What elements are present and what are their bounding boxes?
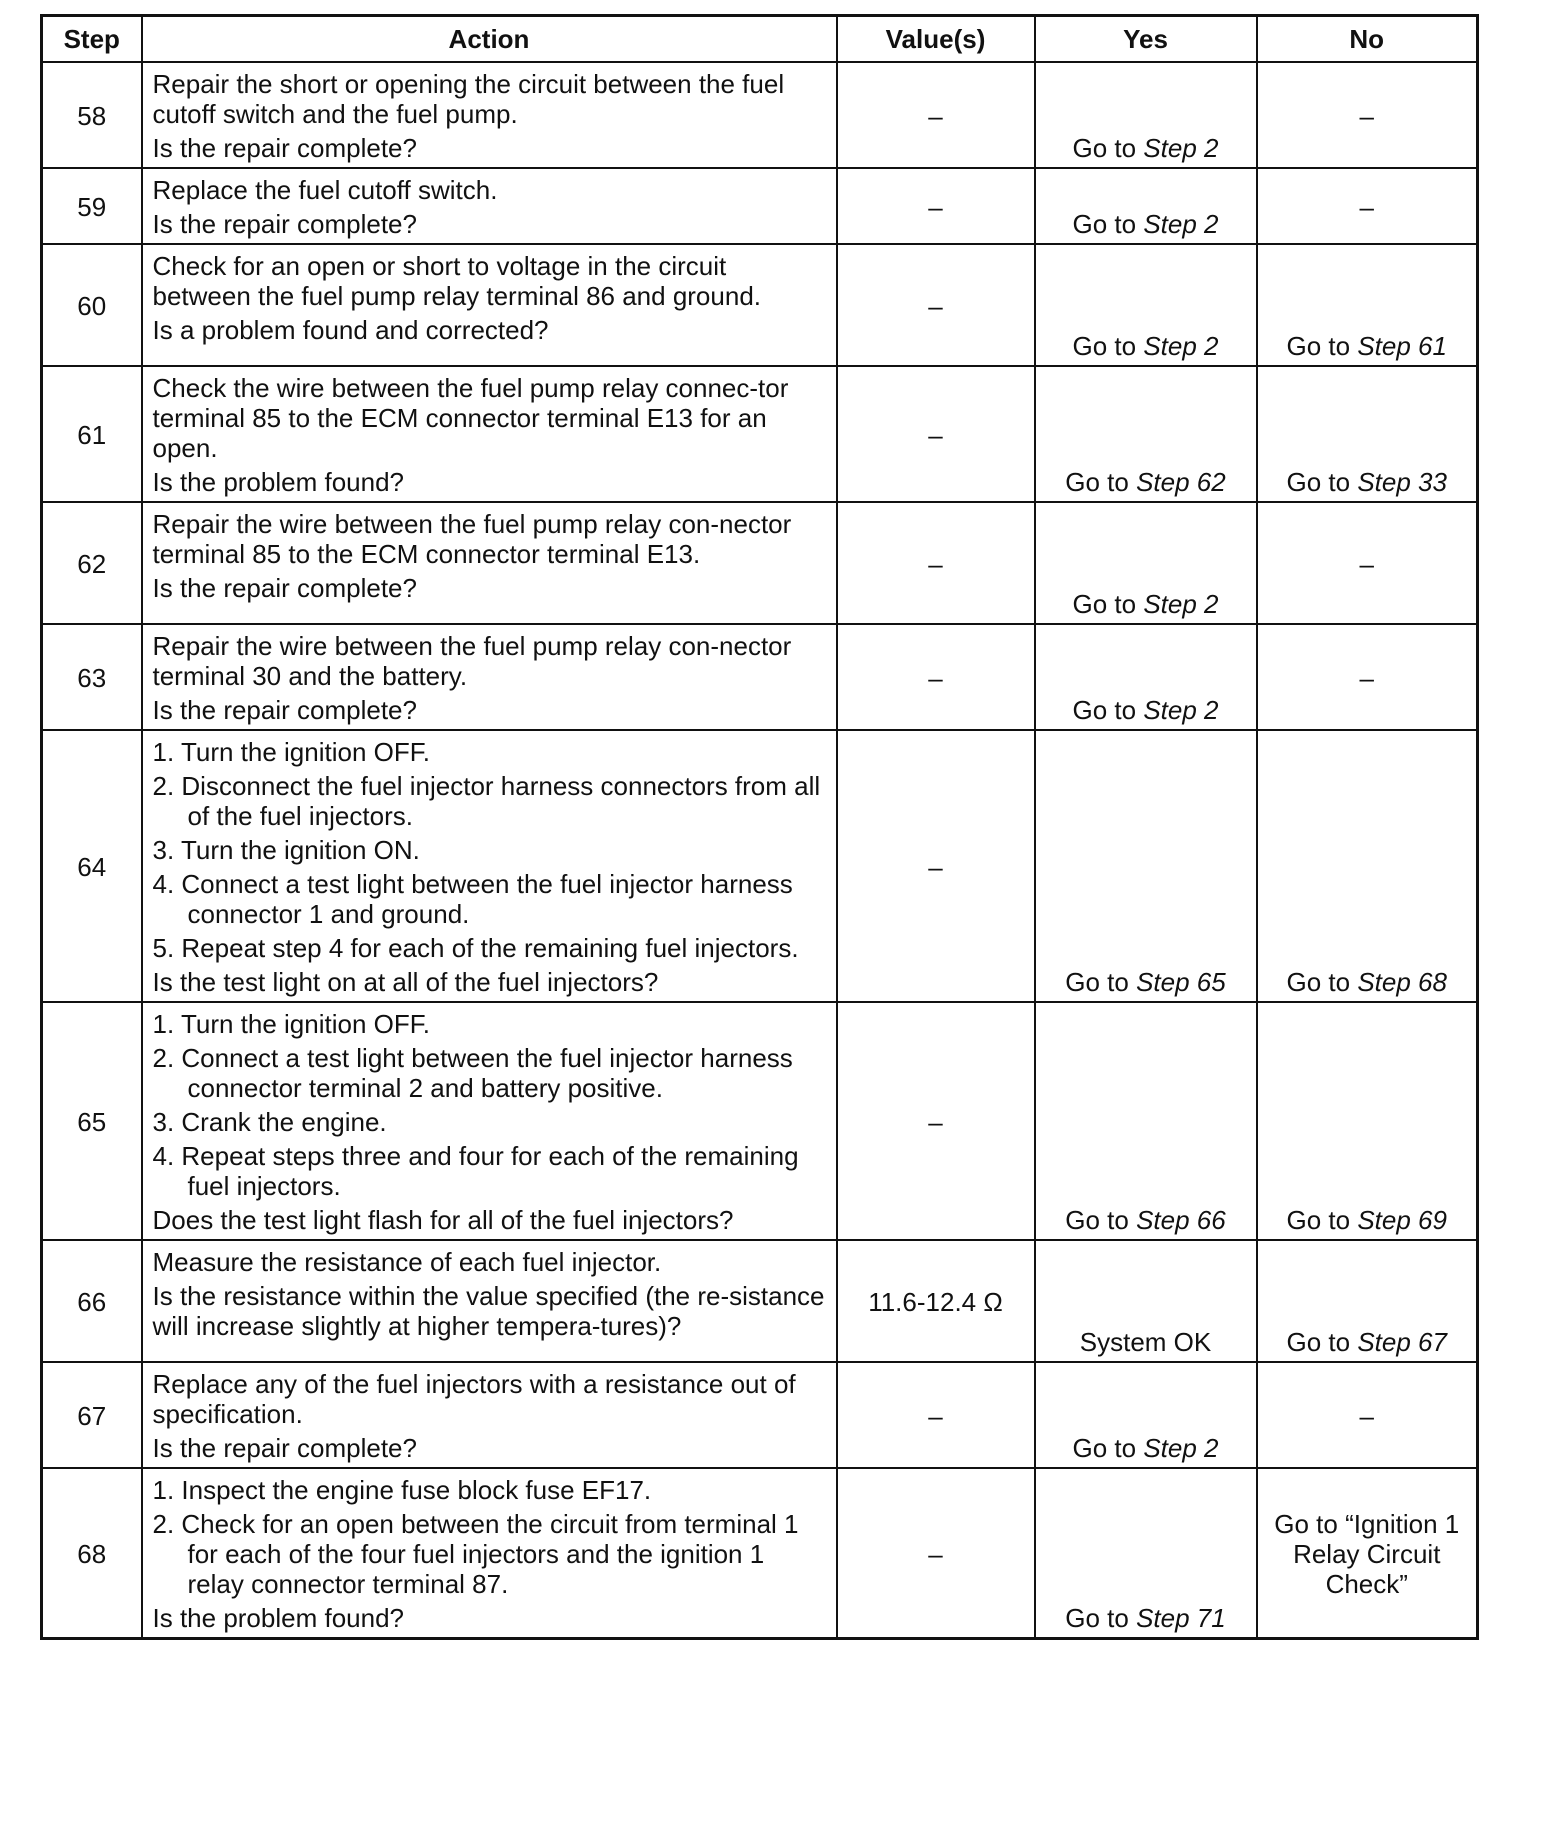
no-cell xyxy=(1257,730,1478,1002)
action-cell xyxy=(142,730,837,1002)
action-cell xyxy=(142,62,837,168)
yes-text: Go to xyxy=(1072,331,1144,361)
value-cell: – xyxy=(837,502,1035,624)
yes-text: Go to xyxy=(1072,209,1144,239)
action-cell xyxy=(142,502,837,624)
action-cell xyxy=(142,624,837,730)
table-row xyxy=(42,168,1478,244)
yes-step-ref: Step 62 xyxy=(1136,467,1226,497)
action-question: Is the test light on at all of the fuel injectors? xyxy=(152,967,659,997)
no-step-ref: Step 67 xyxy=(1357,1327,1447,1357)
action-question: Is the repair complete? xyxy=(152,695,417,725)
step-number: 63 xyxy=(42,624,142,730)
action-text: Repair the wire between the fuel pump relay con-nector terminal 85 to the ECM connector terminal E13. xyxy=(152,509,792,569)
value-cell: 11.6-12.4 Ω xyxy=(837,1240,1035,1362)
no-cell xyxy=(1257,1362,1478,1468)
action-step-item: 4. Repeat steps three and four for each of the remaining fuel injectors. xyxy=(152,1141,799,1201)
action-step-item: 2. Connect a test light between the fuel injector harness connector terminal 2 and battery positive. xyxy=(152,1043,793,1103)
no-cell xyxy=(1257,1240,1478,1362)
yes-step-ref: Step 65 xyxy=(1136,967,1226,997)
action-step-item: 3. Crank the engine. xyxy=(152,1107,387,1137)
action-text: Repair the short or opening the circuit between the fuel cutoff switch and the fuel pump. xyxy=(152,69,785,129)
action-cell xyxy=(142,168,837,244)
action-question: Is the problem found? xyxy=(152,1603,404,1633)
action-cell xyxy=(142,1362,837,1468)
value-cell: – xyxy=(837,624,1035,730)
diagnostic-table xyxy=(40,14,1479,1640)
no-cell xyxy=(1257,1468,1478,1639)
action-step-item: 4. Connect a test light between the fuel injector harness connector 1 and ground. xyxy=(152,869,793,929)
action-cell xyxy=(142,1002,837,1240)
no-text: Go to xyxy=(1286,967,1358,997)
yes-text: Go to xyxy=(1072,133,1144,163)
header-no: No xyxy=(1257,16,1478,63)
no-step-ref: Step 69 xyxy=(1357,1205,1447,1235)
yes-cell xyxy=(1035,168,1257,244)
yes-cell xyxy=(1035,502,1257,624)
no-step-ref: Step 61 xyxy=(1357,331,1447,361)
yes-cell xyxy=(1035,1362,1257,1468)
yes-cell xyxy=(1035,730,1257,1002)
header-action: Action xyxy=(142,16,837,63)
table-row xyxy=(42,1362,1478,1468)
no-text: Go to xyxy=(1286,1205,1358,1235)
yes-cell xyxy=(1035,366,1257,502)
yes-step-ref: Step 2 xyxy=(1143,589,1219,619)
action-step-item: 2. Disconnect the fuel injector harness connectors from all of the fuel injectors. xyxy=(152,771,821,831)
action-text: Measure the resistance of each fuel injector. xyxy=(152,1247,662,1277)
yes-step-ref: Step 2 xyxy=(1143,695,1219,725)
action-text: Replace the fuel cutoff switch. xyxy=(152,175,498,205)
no-text: Go to xyxy=(1286,467,1358,497)
header-value: Value(s) xyxy=(837,16,1035,63)
yes-cell xyxy=(1035,624,1257,730)
action-step-item: 3. Turn the ignition ON. xyxy=(152,835,420,865)
no-cell xyxy=(1257,624,1478,730)
action-cell xyxy=(142,366,837,502)
step-number: 64 xyxy=(42,730,142,1002)
action-cell xyxy=(142,1468,837,1639)
yes-step-ref: Step 2 xyxy=(1143,1433,1219,1463)
step-number: 61 xyxy=(42,366,142,502)
action-step-item: 5. Repeat step 4 for each of the remaining fuel injectors. xyxy=(152,933,799,963)
yes-text: Go to xyxy=(1065,1603,1137,1633)
step-number: 68 xyxy=(42,1468,142,1639)
table-row xyxy=(42,244,1478,366)
action-text: Check the wire between the fuel pump relay connec-tor terminal 85 to the ECM connector terminal E13 for an open. xyxy=(152,373,789,463)
yes-step-ref: Step 2 xyxy=(1143,209,1219,239)
no-step-ref: Step 68 xyxy=(1357,967,1447,997)
yes-step-ref: Step 66 xyxy=(1136,1205,1226,1235)
step-number: 67 xyxy=(42,1362,142,1468)
table-row xyxy=(42,730,1478,1002)
action-question: Is the repair complete? xyxy=(152,573,417,603)
no-step-ref: Step 33 xyxy=(1357,467,1447,497)
value-cell: – xyxy=(837,244,1035,366)
action-text: Repair the wire between the fuel pump relay con-nector terminal 30 and the battery. xyxy=(152,631,792,691)
action-step-item: 1. Inspect the engine fuse block fuse EF17. xyxy=(152,1475,652,1505)
action-question: Is the repair complete? xyxy=(152,209,417,239)
yes-text: Go to xyxy=(1065,467,1137,497)
table-row xyxy=(42,1002,1478,1240)
value-cell: – xyxy=(837,1362,1035,1468)
action-cell xyxy=(142,1240,837,1362)
no-cell xyxy=(1257,502,1478,624)
no-text: – xyxy=(1359,101,1374,131)
step-number: 59 xyxy=(42,168,142,244)
table-row xyxy=(42,366,1478,502)
value-cell: – xyxy=(837,62,1035,168)
action-step-item: 1. Turn the ignition OFF. xyxy=(152,1009,430,1039)
action-text: Replace any of the fuel injectors with a resistance out of specification. xyxy=(152,1369,796,1429)
no-text: – xyxy=(1359,1401,1374,1431)
table-row xyxy=(42,624,1478,730)
action-step-item: 1. Turn the ignition OFF. xyxy=(152,737,430,767)
value-cell: – xyxy=(837,1468,1035,1639)
table-row xyxy=(42,1240,1478,1362)
value-cell: – xyxy=(837,1002,1035,1240)
header-row xyxy=(42,16,1478,63)
no-text: Go to xyxy=(1286,1327,1358,1357)
no-cell xyxy=(1257,244,1478,366)
yes-text: Go to xyxy=(1072,589,1144,619)
action-question: Is the repair complete? xyxy=(152,1433,417,1463)
step-number: 60 xyxy=(42,244,142,366)
no-cell xyxy=(1257,62,1478,168)
table-row xyxy=(42,502,1478,624)
yes-cell xyxy=(1035,1002,1257,1240)
yes-text: Go to xyxy=(1065,1205,1137,1235)
yes-step-ref: Step 2 xyxy=(1143,133,1219,163)
no-text: Go to “Ignition 1 Relay Circuit Check” xyxy=(1274,1509,1460,1599)
yes-step-ref: Step 71 xyxy=(1136,1603,1226,1633)
action-question: Is a problem found and corrected? xyxy=(152,315,549,345)
step-number: 66 xyxy=(42,1240,142,1362)
yes-text: Go to xyxy=(1072,1433,1144,1463)
step-number: 65 xyxy=(42,1002,142,1240)
yes-step-ref: Step 2 xyxy=(1143,331,1219,361)
yes-cell xyxy=(1035,1240,1257,1362)
no-cell xyxy=(1257,168,1478,244)
table-row xyxy=(42,62,1478,168)
no-cell xyxy=(1257,366,1478,502)
action-question: Is the repair complete? xyxy=(152,133,417,163)
action-step-item: 2. Check for an open between the circuit from terminal 1 for each of the four fuel injectors and the ignition 1 relay connector terminal 87. xyxy=(152,1509,799,1599)
yes-text: Go to xyxy=(1072,695,1144,725)
action-question: Is the problem found? xyxy=(152,467,404,497)
no-cell xyxy=(1257,1002,1478,1240)
value-cell: – xyxy=(837,366,1035,502)
yes-text: Go to xyxy=(1065,967,1137,997)
yes-cell xyxy=(1035,1468,1257,1639)
no-text: Go to xyxy=(1286,331,1358,361)
action-text: Check for an open or short to voltage in the circuit between the fuel pump relay terminal 86 and ground. xyxy=(152,251,761,311)
no-text: – xyxy=(1359,663,1374,693)
value-cell: – xyxy=(837,168,1035,244)
value-cell: – xyxy=(837,730,1035,1002)
table-row xyxy=(42,1468,1478,1639)
action-question: Is the resistance within the value specified (the re-sistance will increase slightly at higher tempera-tures)? xyxy=(152,1281,825,1341)
yes-cell xyxy=(1035,62,1257,168)
yes-cell xyxy=(1035,244,1257,366)
yes-text: System OK xyxy=(1079,1327,1212,1357)
action-cell xyxy=(142,244,837,366)
step-number: 58 xyxy=(42,62,142,168)
action-question: Does the test light flash for all of the fuel injectors? xyxy=(152,1205,734,1235)
header-step: Step xyxy=(42,16,142,63)
no-text: – xyxy=(1359,549,1374,579)
step-number: 62 xyxy=(42,502,142,624)
header-yes: Yes xyxy=(1035,16,1257,63)
no-text: – xyxy=(1359,192,1374,222)
